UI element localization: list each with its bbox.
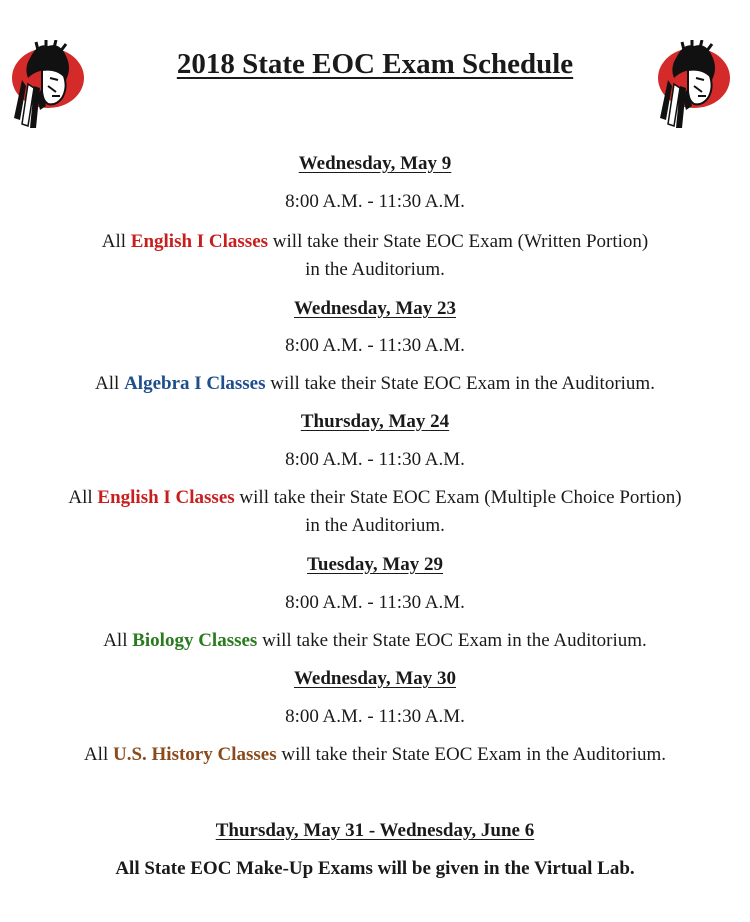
- exam-time: 8:00 A.M. - 11:30 A.M.: [285, 706, 465, 727]
- description-suffix: will take their State EOC Exam in the Auditorium.: [276, 744, 667, 765]
- exam-time: 8:00 A.M. - 11:30 A.M.: [285, 592, 465, 613]
- subject-english: English I Classes: [130, 231, 269, 252]
- exam-date: Wednesday, May 23: [293, 298, 457, 319]
- description-suffix: will take their State EOC Exam (Multiple Choice Portion): [234, 487, 682, 508]
- exam-location: in the Auditorium.: [305, 259, 445, 280]
- makeup-date: Thursday, May 31 - Wednesday, June 6: [215, 820, 535, 841]
- exam-location: in the Auditorium.: [305, 515, 445, 536]
- description-prefix: All: [101, 231, 131, 252]
- exam-description: [0, 743, 750, 767]
- exam-description: [0, 372, 750, 396]
- description-suffix: will take their State EOC Exam in the Auditorium.: [257, 630, 647, 651]
- exam-date: Wednesday, May 30: [293, 668, 457, 689]
- subject-english: English I Classes: [97, 487, 235, 508]
- exam-date: Wednesday, May 9: [298, 153, 452, 174]
- subject-biology: Biology Classes: [132, 630, 258, 651]
- description-prefix: All: [103, 630, 133, 651]
- exam-description: [0, 486, 750, 510]
- exam-date: Tuesday, May 29: [306, 554, 444, 575]
- subject-algebra: Algebra I Classes: [124, 373, 266, 394]
- description-prefix: All: [95, 373, 125, 394]
- description-suffix: will take their State EOC Exam (Written Portion): [268, 231, 649, 252]
- makeup-text: All State EOC Make-Up Exams will be given in the Virtual Lab.: [115, 858, 635, 879]
- exam-date: Thursday, May 24: [300, 411, 450, 432]
- subject-history: U.S. History Classes: [112, 744, 277, 765]
- description-suffix: will take their State EOC Exam in the Auditorium.: [265, 373, 655, 394]
- exam-description: [0, 230, 750, 254]
- exam-description: [0, 629, 750, 653]
- description-prefix: All: [83, 744, 113, 765]
- exam-time: 8:00 A.M. - 11:30 A.M.: [285, 191, 465, 212]
- exam-time: 8:00 A.M. - 11:30 A.M.: [285, 335, 465, 356]
- description-prefix: All: [68, 487, 98, 508]
- exam-time: 8:00 A.M. - 11:30 A.M.: [285, 449, 465, 470]
- page-title: 2018 State EOC Exam Schedule: [176, 48, 574, 80]
